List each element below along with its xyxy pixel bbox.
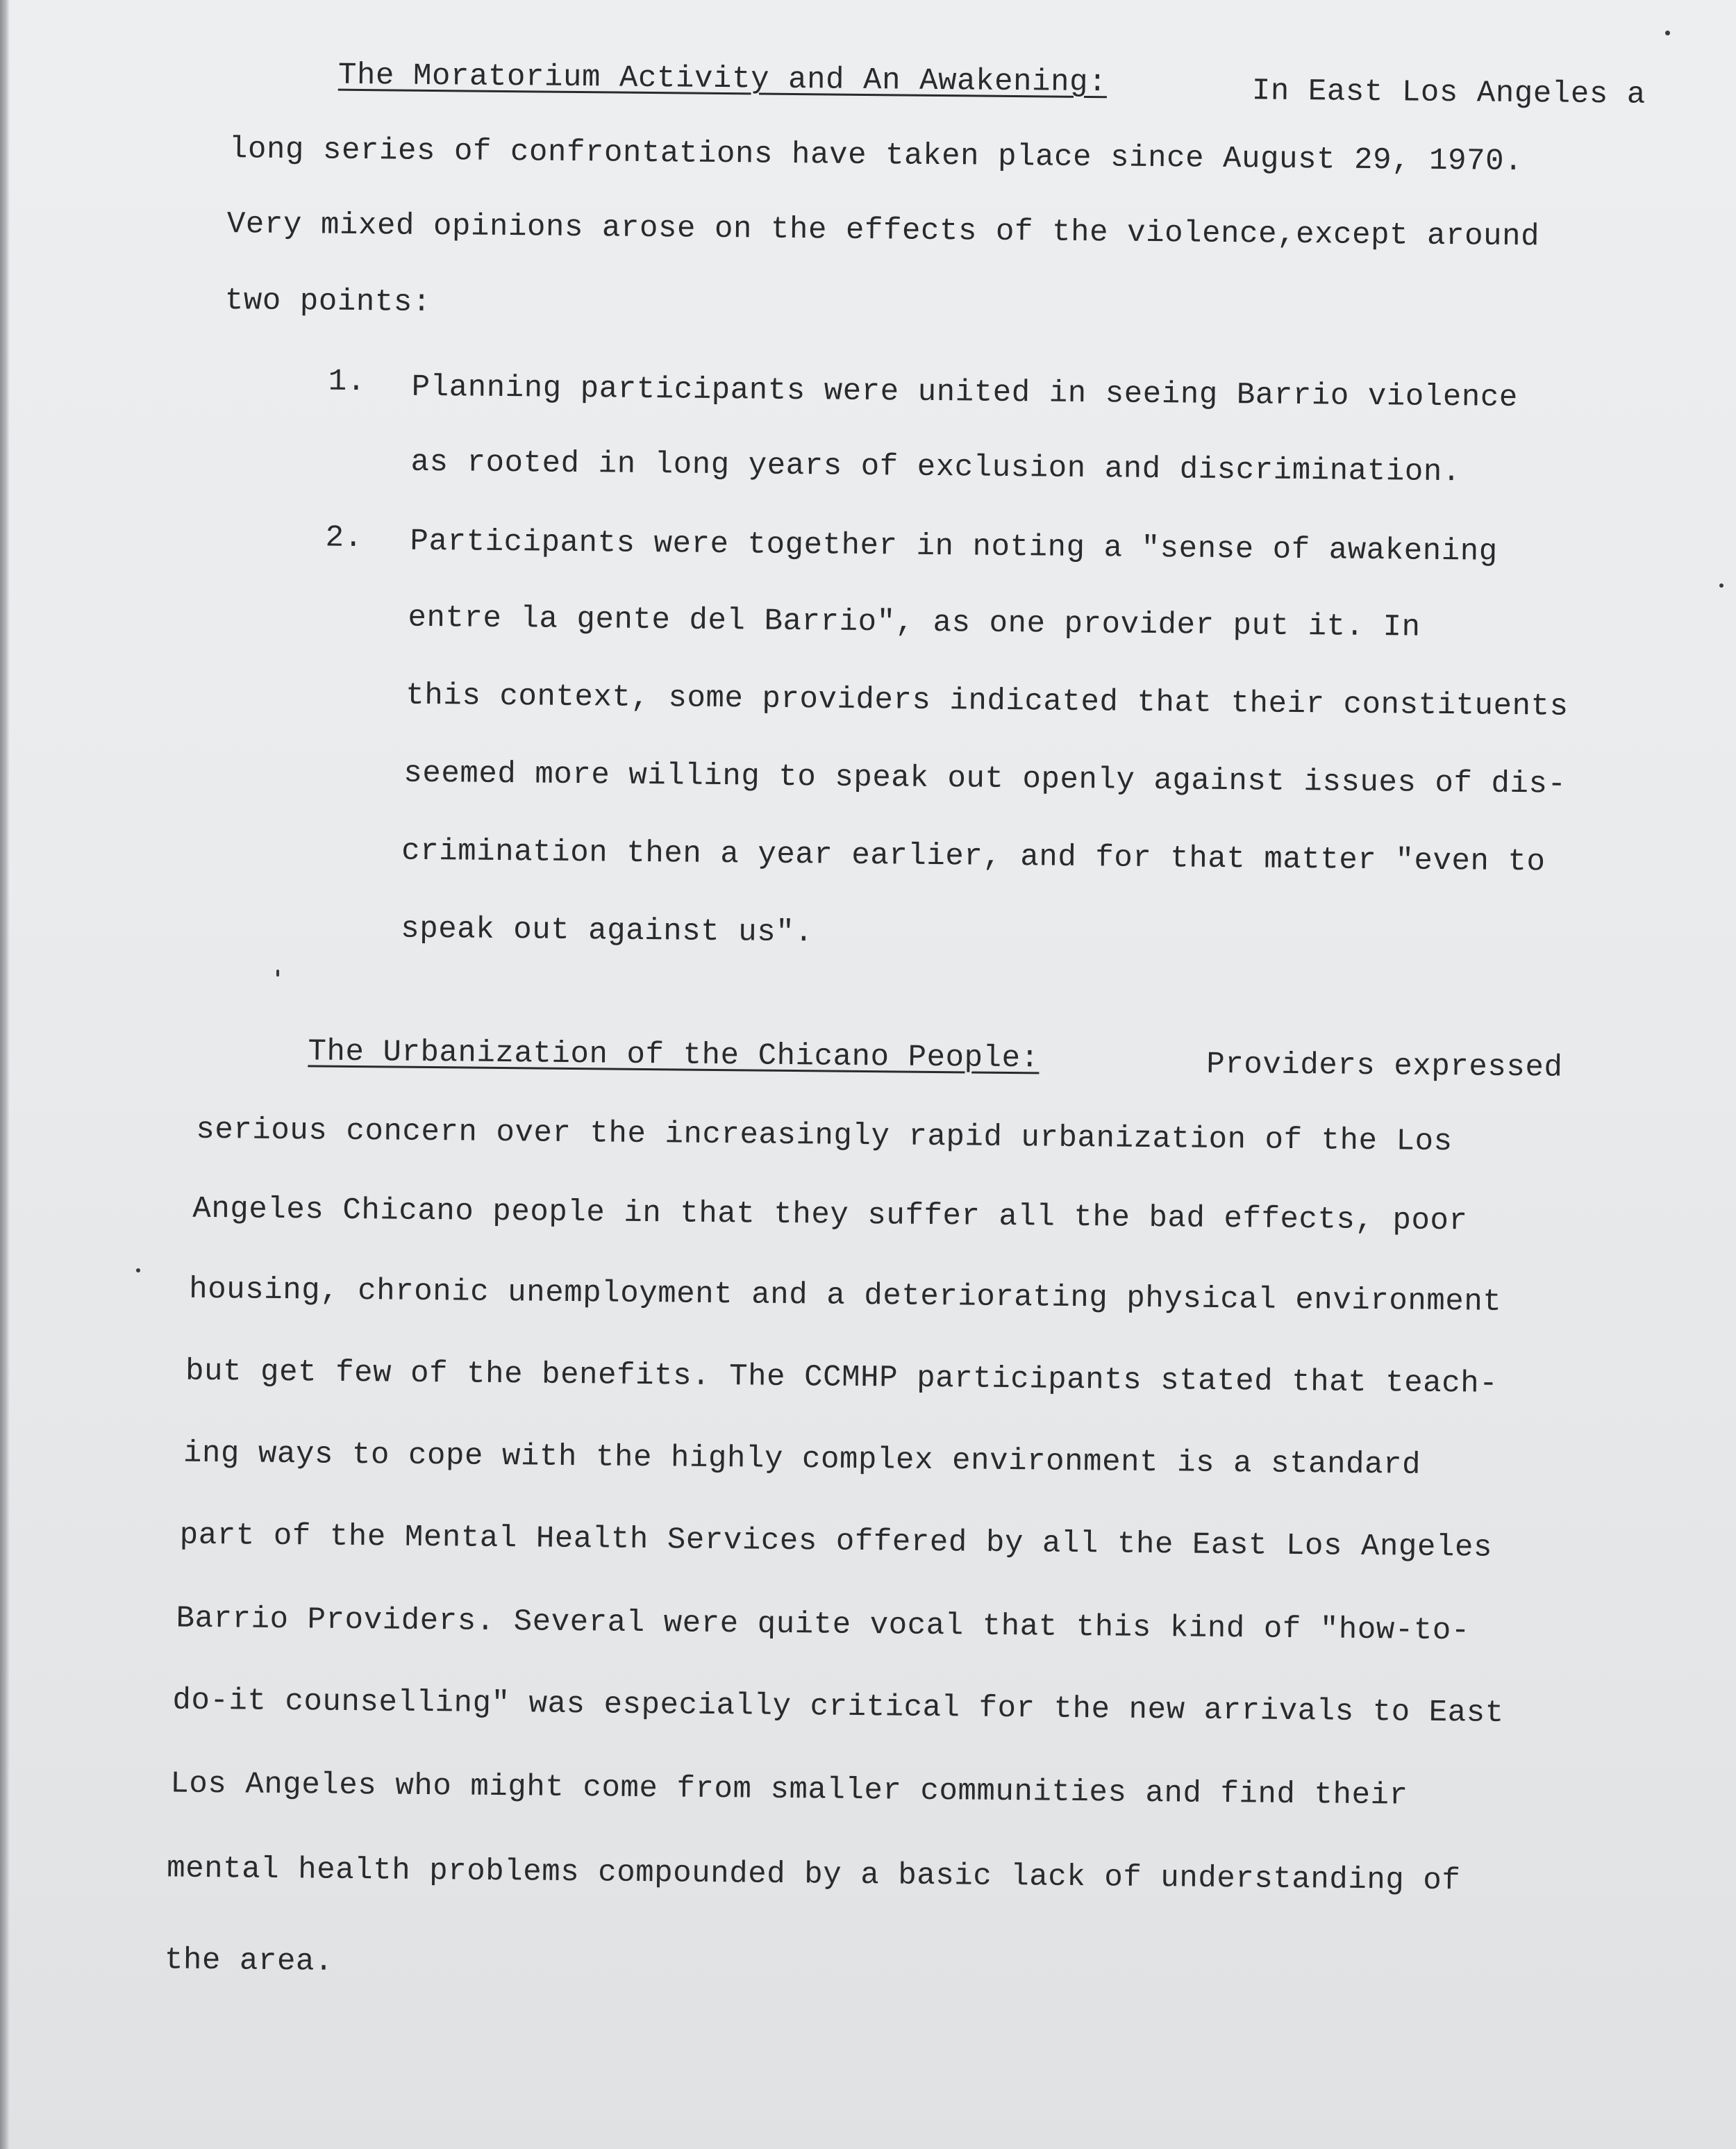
paper-speck <box>276 970 279 977</box>
paragraph-line: In East Los Angeles a <box>1251 74 1646 113</box>
paragraph-line: part of the Mental Health Services offered by all the East Los Angeles <box>179 1518 1493 1566</box>
list-item-line: entre la gente del Barrio", as one provider put it. In <box>408 600 1421 645</box>
list-item-line: as rooted in long years of exclusion and discrimination. <box>410 445 1462 490</box>
list-item-line: speak out against us". <box>400 911 814 951</box>
paragraph-line: housing, chronic unemployment and a deteriorating physical environment <box>188 1272 1502 1320</box>
paragraph-line: ing ways to cope with the highly complex environment is a standard <box>183 1436 1421 1483</box>
list-item-line: this context, some providers indicated that their constituents <box>406 678 1569 724</box>
paragraph-line: mental health problems compounded by a basic lack of understanding of <box>166 1851 1461 1899</box>
list-item-line: Participants were together in noting a "sense of awakening <box>410 524 1498 570</box>
section-heading-moratorium: The Moratorium Activity and An Awakening: <box>337 58 1108 101</box>
paper-speck <box>136 1268 140 1272</box>
paragraph-line: Providers expressed <box>1206 1047 1563 1086</box>
list-item-line: seemed more willing to speak out openly against issues of dis- <box>403 756 1567 802</box>
list-item-line: crimination then a year earlier, and for that matter "even to <box>401 833 1546 880</box>
paragraph-line: Angeles Chicano people in that they suffer all the bad effects, poor <box>192 1191 1468 1239</box>
list-item-number: 1. <box>328 364 366 400</box>
paragraph-line: do-it counselling" was especially critical for the new arrivals to East <box>172 1683 1504 1731</box>
list-item-number: 2. <box>325 520 363 556</box>
paragraph-line: the area. <box>164 1943 334 1980</box>
list-item-line: Planning participants were united in seeing Barrio violence <box>411 370 1519 416</box>
paragraph-line: long series of confrontations have taken place since August 29, 1970. <box>228 132 1524 180</box>
paragraph-line: Los Angeles who might come from smaller communities and find their <box>170 1766 1408 1814</box>
paper-speck <box>1719 583 1724 588</box>
paragraph-line: two points: <box>224 283 432 320</box>
section-heading-urbanization: The Urbanization of the Chicano People: <box>308 1034 1040 1077</box>
paragraph-line: serious concern over the increasingly rapid urbanization of the Los <box>196 1112 1453 1160</box>
paragraph-line: but get few of the benefits. The CCMHP participants stated that teach- <box>185 1354 1499 1402</box>
paper-speck <box>1665 31 1670 35</box>
paragraph-line: Very mixed opinions arose on the effects of the violence,except around <box>226 207 1540 255</box>
paragraph-line: Barrio Providers. Several were quite vocal that this kind of "how-to- <box>176 1601 1471 1649</box>
